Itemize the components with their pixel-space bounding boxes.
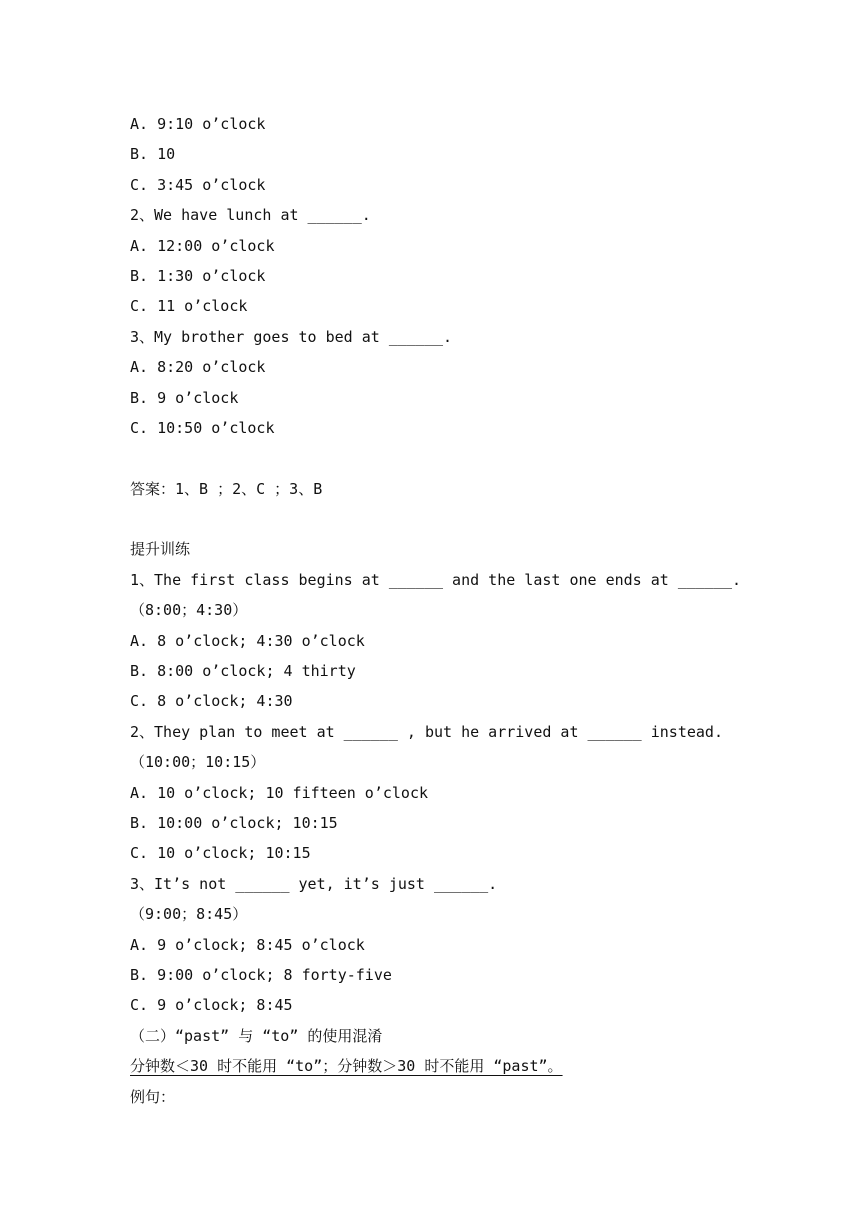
option-line: A. 10 o’clock; 10 fifteen o’clock xyxy=(130,783,429,802)
question-line: 1、The first class begins at ______ and the last one ends at ______. xyxy=(130,570,742,589)
option-line: A. 8:20 o’clock xyxy=(130,358,266,377)
hint-line: （9:00；8:45） xyxy=(130,905,248,924)
section-heading: （二）“past” 与 “to” 的使用混淆 xyxy=(130,1026,383,1045)
option-line: A. 8 o’clock; 4:30 o’clock xyxy=(130,631,365,650)
hint-line: （10:00；10:15） xyxy=(130,753,266,772)
example-label: 例句： xyxy=(130,1087,176,1106)
document-content xyxy=(130,109,770,1112)
question-line: 2、We have lunch at ______. xyxy=(130,206,371,225)
option-line: B. 9 o’clock xyxy=(130,388,239,407)
question-line: 3、It’s not ______ yet, it’s just ______. xyxy=(130,874,498,893)
hint-line: （8:00；4:30） xyxy=(130,601,248,620)
blank-line xyxy=(130,504,770,534)
rule-line: 分钟数＜30 时不能用 “to”；分钟数＞30 时不能用 “past”。 xyxy=(130,1057,563,1076)
option-line: C. 3:45 o’clock xyxy=(130,175,266,194)
answer-line: 答案：1、B ；2、C ；3、B xyxy=(130,479,323,498)
option-line: B. 8:00 o’clock; 4 thirty xyxy=(130,662,356,681)
option-line: A. 9 o’clock; 8:45 o’clock xyxy=(130,935,365,954)
option-line: A. 9:10 o’clock xyxy=(130,115,266,133)
option-line: B. 9:00 o’clock; 8 forty-five xyxy=(130,965,392,984)
option-line: C. 10 o’clock; 10:15 xyxy=(130,844,311,863)
option-line: B. 10 xyxy=(130,145,176,164)
option-line: B. 1:30 o’clock xyxy=(130,266,266,285)
question-line: 2、They plan to meet at ______ , but he arrived at ______ instead. xyxy=(130,722,723,741)
option-line: A. 12:00 o’clock xyxy=(130,236,275,255)
option-line: C. 10:50 o’clock xyxy=(130,418,275,437)
option-line: C. 9 o’clock; 8:45 xyxy=(130,996,293,1015)
option-line: B. 10:00 o’clock; 10:15 xyxy=(130,813,338,832)
blank-line xyxy=(130,443,770,473)
section-heading: 提升训练 xyxy=(130,540,191,559)
option-line: C. 8 o’clock; 4:30 xyxy=(130,692,293,711)
option-line: C. 11 o’clock xyxy=(130,297,248,316)
question-line: 3、My brother goes to bed at ______. xyxy=(130,327,453,346)
